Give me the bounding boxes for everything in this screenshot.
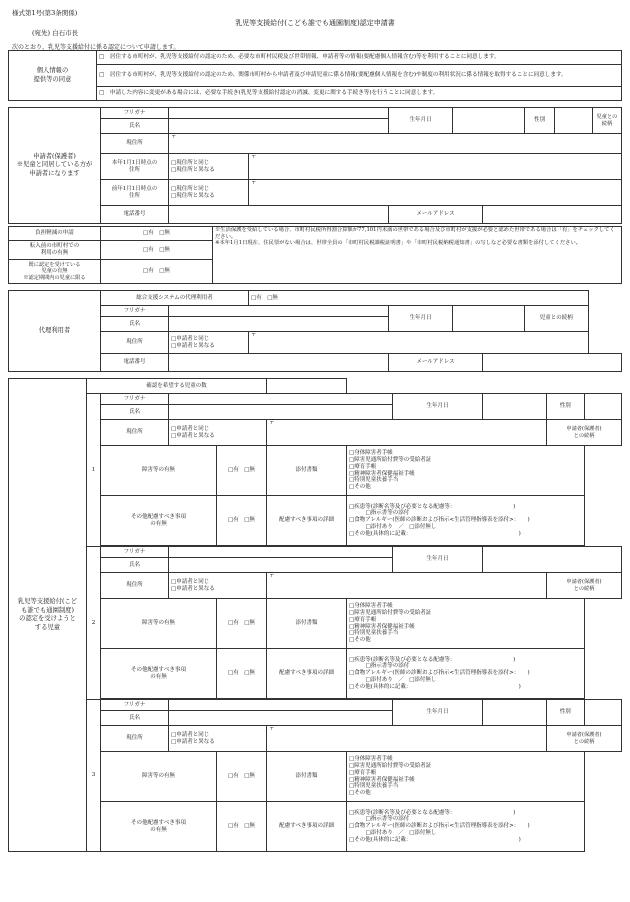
- burden-table: [8, 226, 622, 284]
- proxy-name-field[interactable]: [169, 317, 389, 332]
- applicant-table: [8, 107, 622, 224]
- child-1-attachments-list[interactable]: □身体障害者手帳 □障害児通所給付費等の受給者証 □療育手帳 □精神障害者保健福祉手帳 □特別児童扶養手当 □その他: [347, 446, 584, 496]
- transfer-label: 転入前の市町村での 利用の有無: [9, 241, 101, 260]
- child-3-name-field[interactable]: [169, 711, 393, 726]
- care-details-label: 配慮すべき事項の詳細: [267, 802, 347, 852]
- furigana-label: フリガナ: [101, 306, 169, 317]
- child-2-care-yes-no[interactable]: □有 □無: [217, 649, 267, 699]
- child-1-furigana-field[interactable]: [169, 394, 393, 405]
- child-3-attachments-list[interactable]: □身体障害者手帳 □障害児通所給付費等の受給者証 □療育手帳 □精神障害者保健福祉手帳 □特別児童扶養手当 □その他: [347, 752, 584, 802]
- child-2-name-field[interactable]: [169, 558, 393, 573]
- proxy-address-options[interactable]: □申請者と同じ □申請者と異なる: [169, 332, 249, 354]
- birthdate-label: 生年月日: [389, 108, 453, 134]
- child-2-birthdate-field[interactable]: [483, 547, 622, 573]
- postal-mark: 〒: [251, 180, 257, 186]
- address-jan-prev-options[interactable]: □現住所と同じ □現住所と異なる: [169, 180, 249, 206]
- applicant-furigana-field[interactable]: [169, 108, 389, 119]
- relation-applicant-label: 申請者(保護者) との続柄: [547, 573, 622, 599]
- child-3-address-options[interactable]: □申請者と同じ □申請者と異なる: [169, 726, 267, 752]
- disability-label: 障害等の有無: [101, 599, 217, 649]
- existing-yes-no[interactable]: □有 □無: [101, 260, 213, 284]
- child-number: 3: [87, 700, 101, 852]
- postal-mark: 〒: [269, 726, 275, 732]
- proxy-system-label: 総合支援システムの代理利用者: [101, 291, 249, 306]
- form-number: 様式第1号(第3条関係): [12, 9, 78, 17]
- child-1-birthdate-field[interactable]: [483, 394, 547, 420]
- name-label: 氏名: [101, 405, 169, 420]
- consent-item-2[interactable]: □ 居住する市町村が、乳児等支援給付の認定のため、関係市町村から申請者及び申請児童に係る情報(要配慮個人情報を含む)や制度の利用状況に係る情報を取得することに同意します。: [97, 65, 622, 87]
- name-label: 氏名: [101, 711, 169, 726]
- phone-label: 電話番号: [101, 354, 169, 372]
- address-jan-prev-field[interactable]: [249, 180, 622, 206]
- child-1-address-options[interactable]: □申請者と同じ □申請者と異なる: [169, 420, 267, 446]
- child-2-disability-yes-no[interactable]: □有 □無: [217, 599, 267, 649]
- applicant-address-field[interactable]: [169, 134, 622, 154]
- attachments-label: 添付書類: [267, 599, 347, 649]
- consent-table: [8, 50, 622, 101]
- furigana-label: フリガナ: [101, 394, 169, 405]
- address-jan-this-field[interactable]: [249, 154, 622, 180]
- children-count-label: 確認を希望する児童の数: [87, 379, 267, 394]
- sex-label: 性別: [547, 394, 584, 420]
- applicant-label: 申請者(保護者) ※児童と同居している方が 申請者になります: [9, 108, 101, 224]
- address-label: 現住所: [101, 573, 169, 599]
- form-header: [8, 6, 622, 50]
- proxy-phone-field[interactable]: [169, 354, 389, 372]
- child-2-attachments-list[interactable]: □身体障害者手帳 □障害児通所給付費等の受給者証 □療育手帳 □精神障害者保健福祉手帳 □特別児童扶養手当 □その他: [347, 599, 584, 649]
- address-label: 現住所: [101, 134, 169, 154]
- postal-mark: 〒: [251, 154, 257, 160]
- sex-label: 性別: [525, 108, 555, 134]
- address-label: 現住所: [101, 420, 169, 446]
- children-count-field[interactable]: [267, 379, 347, 394]
- child-number: 2: [87, 547, 101, 700]
- furigana-label: フリガナ: [101, 547, 169, 558]
- child-3-sex-field[interactable]: [584, 700, 622, 726]
- child-3-address-field[interactable]: [267, 726, 547, 752]
- child-1-address-field[interactable]: [267, 420, 547, 446]
- applicant-birthdate-field[interactable]: [453, 108, 525, 134]
- relation-child-label: 児童との続柄: [525, 306, 588, 332]
- postal-mark: 〒: [251, 332, 257, 338]
- proxy-birthdate-field[interactable]: [453, 306, 525, 332]
- address-label: 現住所: [101, 332, 169, 354]
- relation-child-label: 児童との 続柄: [593, 108, 622, 134]
- child-3-care-list[interactable]: □疾患等(診断名等及び必要となる配慮等： ) □指示書等の添付 □食物アレルギー(医師の診断および指示<生活管理指導表を添付>： ) □添付あり ／ □添付無し □その他(具体的に記載： ): [347, 802, 584, 852]
- applicant-phone-field[interactable]: [169, 206, 389, 224]
- relation-applicant-label: 申請者(保護者) との続柄: [547, 420, 622, 446]
- consent-label: 個人情報の 提供等の同意: [9, 51, 97, 101]
- name-label: 氏名: [101, 119, 169, 134]
- attachments-label: 添付書類: [267, 752, 347, 802]
- child-1-name-field[interactable]: [169, 405, 393, 420]
- email-label: メールアドレス: [389, 206, 483, 224]
- name-label: 氏名: [101, 317, 169, 332]
- care-details-label: 配慮すべき事項の詳細: [267, 649, 347, 699]
- proxy-system-yes-no[interactable]: □有 □無: [249, 291, 588, 306]
- address-jan-this-options[interactable]: □現住所と同じ □現住所と異なる: [169, 154, 249, 180]
- postal-mark: 〒: [171, 134, 177, 140]
- child-1-sex-field[interactable]: [584, 394, 622, 420]
- application-form: [8, 6, 622, 852]
- applicant-name-field[interactable]: [169, 119, 389, 134]
- proxy-table: [8, 290, 622, 372]
- children-table: [8, 378, 622, 852]
- proxy-label: 代理利用者: [9, 291, 101, 372]
- child-3-care-yes-no[interactable]: □有 □無: [217, 802, 267, 852]
- burden-note: ※生活保護を受給している場合、市町村民税所得割合算額が77,101円未満の世帯である場合及び市町村が支援が必要と認めた世帯である場合は「有」をチェックしてください。 ※本年1月1日現在、住民票がない場合は、世帯全員の「市町村民税課税証明書」や「市町村民税納税通知書」の写しなど必要な書類を添付してください。: [213, 227, 622, 284]
- child-1-disability-yes-no[interactable]: □有 □無: [217, 446, 267, 496]
- care-details-label: 配慮すべき事項の詳細: [267, 496, 347, 546]
- address-jan-this-label: 本年1月1日時点の 住所: [101, 154, 169, 180]
- name-label: 氏名: [101, 558, 169, 573]
- existing-label: 既に認定を受けている 児童の有無 ※認定期間内の児童に限る: [9, 260, 101, 284]
- child-number: 1: [87, 394, 101, 547]
- applicant-email-field[interactable]: [483, 206, 622, 224]
- phone-label: 電話番号: [101, 206, 169, 224]
- special-care-label: その他配慮すべき事項 の有無: [101, 802, 217, 852]
- attachments-label: 添付書類: [267, 446, 347, 496]
- sex-label: 性別: [547, 700, 584, 726]
- consent-item-3[interactable]: □ 申請した内容に変更がある場合には、必要な手続き(乳児等支援給付認定の消滅、変更に関する手続き等)を行うことに同意します。: [97, 87, 622, 101]
- child-2-furigana-field[interactable]: [169, 547, 393, 558]
- child-2-care-list[interactable]: □疾患等(診断名等及び必要となる配慮等： ) □指示書等の添付 □食物アレルギー(医師の診断および指示<生活管理指導表を添付>： ) □添付あり ／ □添付無し □その他(具体的に記載： ): [347, 649, 584, 699]
- child-3-birthdate-field[interactable]: [483, 700, 547, 726]
- proxy-email-field[interactable]: [483, 354, 622, 372]
- postal-mark: 〒: [269, 420, 275, 426]
- disability-label: 障害等の有無: [101, 446, 217, 496]
- child-1-care-list[interactable]: □疾患等(診断名等及び必要となる配慮等： ) □指示書等の添付 □食物アレルギー(医師の診断および指示<生活管理指導表を添付>： ) □添付あり ／ □添付無し □その他(具体的に記載： ): [347, 496, 584, 546]
- child-2-address-field[interactable]: [267, 573, 547, 599]
- burden-yes-no[interactable]: □有 □無: [101, 227, 213, 241]
- furigana-label: フリガナ: [101, 108, 169, 119]
- child-3-furigana-field[interactable]: [169, 700, 393, 711]
- birthdate-label: 生年月日: [389, 306, 453, 332]
- child-3-disability-yes-no[interactable]: □有 □無: [217, 752, 267, 802]
- special-care-label: その他配慮すべき事項 の有無: [101, 496, 217, 546]
- furigana-label: フリガナ: [101, 700, 169, 711]
- birthdate-label: 生年月日: [393, 700, 483, 726]
- address-jan-prev-label: 前年1月1日時点の 住所: [101, 180, 169, 206]
- consent-item-1[interactable]: □ 居住する市町村が、乳児等支援給付の認定のため、必要な市町村民税及び世帯情報、申請者等の情報(要配慮個人情報含む)等を利用することに同意します。: [97, 51, 622, 65]
- transfer-yes-no[interactable]: □有 □無: [101, 241, 213, 260]
- children-label: 乳児等支援給付(こど も誰でも通園制度) の認定を受けようと する児童: [9, 379, 87, 852]
- special-care-label: その他配慮すべき事項 の有無: [101, 649, 217, 699]
- disability-label: 障害等の有無: [101, 752, 217, 802]
- birthdate-label: 生年月日: [393, 547, 483, 573]
- proxy-furigana-field[interactable]: [169, 306, 389, 317]
- form-title: 乳児等支援給付(こども誰でも通園制度)認定申請書: [235, 19, 395, 27]
- applicant-sex-field[interactable]: [555, 108, 593, 134]
- relation-applicant-label: 申請者(保護者) との続柄: [547, 726, 622, 752]
- email-label: メールアドレス: [389, 354, 483, 372]
- postal-mark: 〒: [269, 573, 275, 579]
- intro-text: 次のとおり、乳児等支援給付に係る認定について申請します。: [12, 44, 180, 51]
- burden-label: 負担軽減の申請: [9, 227, 101, 241]
- child-2-address-options[interactable]: □申請者と同じ □申請者と異なる: [169, 573, 267, 599]
- birthdate-label: 生年月日: [393, 394, 483, 420]
- child-1-care-yes-no[interactable]: □有 □無: [217, 496, 267, 546]
- proxy-address-field[interactable]: [249, 332, 588, 354]
- address-label: 現住所: [101, 726, 169, 752]
- addressee: (宛先) 白石市長: [32, 29, 79, 37]
